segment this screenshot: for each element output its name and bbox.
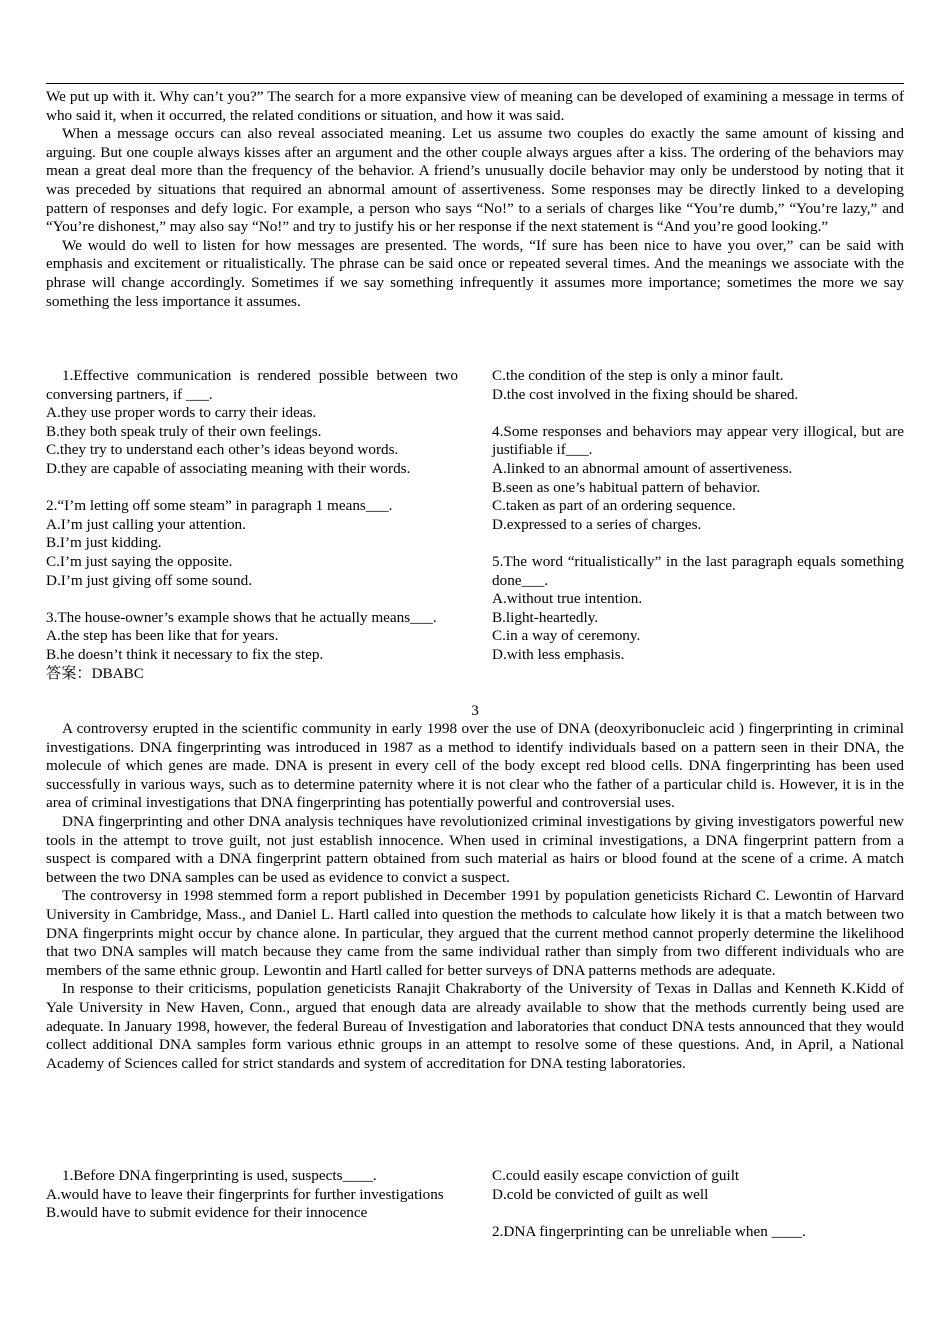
questions-left-column xyxy=(46,367,458,683)
option: C.could easily escape conviction of guilt xyxy=(492,1167,740,1184)
questions-right-column xyxy=(492,367,904,665)
option: A.I’m just calling your attention. xyxy=(46,515,246,533)
question-stem: 2.“I’m letting off some steam” in paragraph 1 means___. xyxy=(46,497,393,515)
answer-key: 答案：DBABC xyxy=(46,664,144,682)
option: A.would have to leave their fingerprints for further investigations xyxy=(46,1185,444,1203)
question-stem: 1.Effective communication is rendered possible between two conversing partners, if ___. xyxy=(46,367,458,403)
dna-questions-left-column xyxy=(46,1167,458,1223)
option: D.cold be convicted of guilt as well xyxy=(492,1185,709,1203)
option: D.the cost involved in the fixing should be shared. xyxy=(492,385,799,403)
option: A.linked to an abnormal amount of assertiveness. xyxy=(492,459,793,477)
option: B.he doesn’t think it necessary to fix the step. xyxy=(46,645,324,663)
option: B.they both speak truly of their own feelings. xyxy=(46,422,322,440)
option: C.in a way of ceremony. xyxy=(492,627,641,645)
option: C.they try to understand each other’s ideas beyond words. xyxy=(46,441,399,459)
option: D.they are capable of associating meaning with their words. xyxy=(46,459,411,477)
passage-communication xyxy=(46,88,904,311)
paragraph: We would do well to listen for how messages are presented. The words, “If sure has been nice to have you over,” can be said with emphasis and excitement or ritualistically. The phrase can be said once or repeated several times. And the meanings we associate with the phrase will change accordingly. Sometimes if we say something infrequently it assumes more importance; sometimes the more we say something the less importance it assumes. xyxy=(46,236,904,310)
option: A.the step has been like that for years. xyxy=(46,627,279,645)
option: B.would have to submit evidence for their innocence xyxy=(46,1204,368,1222)
header-rule xyxy=(46,83,904,84)
dna-questions-right-column xyxy=(492,1167,904,1241)
question-stem: 3.The house-owner’s example shows that he actually means___. xyxy=(46,608,437,626)
paragraph: When a message occurs can also reveal associated meaning. Let us assume two couples do exactly the same amount of kissing and arguing. But one couple always kisses after an argument and the other couple always argues after a kiss. The ordering of the behaviors may mean a great deal more than the frequency of the behavior. A friend’s unusually docile behavior may only be understood by noting that it was preceded by situations that required an abnormal amount of assertiveness. Some responses may be directly linked to a developing pattern of responses and defy logic. For example, a person who says “No!” to a serials of charges like “You’re dumb,” “You’re lazy,” and “You’re dishonest,” may also say “No!” and try to justify his or her response if the next statement is “And you’re good looking.” xyxy=(46,125,904,236)
question-stem: 5.The word “ritualistically” in the last paragraph equals something done___. xyxy=(492,552,904,589)
option: D.expressed to a series of charges. xyxy=(492,515,702,533)
question-stem: 4.Some responses and behaviors may appear very illogical, but are justifiable if___. xyxy=(492,422,904,459)
option: B.I’m just kidding. xyxy=(46,534,162,552)
paragraph: The controversy in 1998 stemmed form a report published in December 1991 by population geneticists Richard C. Lewontin of Harvard University in Cambridge, Mass., and Daniel L. Hartl called into question the methods to calculate how likely it is that a match between two DNA fingerprints might occur by chance alone. In particular, they argued that the current method cannot properly determine the likelihood that two DNA samples will match because they came from the same individual rather than simply from two different individuals who are members of the same ethnic group. Lewontin and Hartl called for better surveys of DNA patterns methods are adequate. xyxy=(46,887,904,979)
section-number: 3 xyxy=(471,702,479,719)
paragraph: A controversy erupted in the scientific community in early 1998 over the use of DNA (deoxyribonucleic acid ) fingerprinting in criminal investigations. DNA fingerprinting was introduced in 1987 as a method to identify individuals based on a pattern seen in their DNA, the molecule of which genes are made. DNA is present in every cell of the body except red blood cells. DNA fingerprinting has been used successfully in various ways, such as to determine paternity where it is not clear who the father of a particular child is. However, it is in the area of criminal investigations that DNA fingerprinting has potentially powerful and controversial uses. xyxy=(46,720,904,812)
option: A.they use proper words to carry their ideas. xyxy=(46,404,317,422)
option: D.with less emphasis. xyxy=(492,645,625,663)
paragraph: In response to their criticisms, population geneticists Ranajit Chakraborty of the University of Texas in Dallas and Kenneth K.Kidd of Yale University in New Haven, Conn., argued that enough data are already available to show that the methods currently being used are adequate. In January 1998, however, the federal Bureau of Investigation and laboratories that conduct DNA tests announced that they would collect additional DNA samples form various ethnic groups in an attempt to resolve some of these questions. And, in April, a National Academy of Sciences called for strict standards and system of accreditation for DNA testing laboratories. xyxy=(46,980,904,1072)
option: C.taken as part of an ordering sequence. xyxy=(492,497,736,515)
option: C.I’m just saying the opposite. xyxy=(46,552,233,570)
paragraph: We put up with it. Why can’t you?” The search for a more expansive view of meaning can be developed of examining a message in terms of who said it, when it occurred, the related conditions or situation, and how it was said. xyxy=(46,88,904,124)
question-stem: 1.Before DNA fingerprinting is used, suspects____. xyxy=(62,1167,377,1184)
question-stem: 2.DNA fingerprinting can be unreliable when ____. xyxy=(492,1222,806,1240)
option: B.light-heartedly. xyxy=(492,608,599,626)
option: B.seen as one’s habitual pattern of behavior. xyxy=(492,478,761,496)
option: A.without true intention. xyxy=(492,590,643,608)
option: D.I’m just giving off some sound. xyxy=(46,571,253,589)
passage-dna xyxy=(46,720,904,1073)
option: C.the condition of the step is only a minor fault. xyxy=(492,367,784,384)
paragraph: DNA fingerprinting and other DNA analysis techniques have revolutionized criminal investigations by giving investigators powerful new tools in the attempt to trove guilt, not just establish innocence. When used in criminal investigations, a DNA fingerprint pattern from a suspect is compared with a DNA fingerprint pattern obtained from such material as hairs or blood found at the scene of a crime. A match between the two DNA samples can be used as evidence to convict a suspect. xyxy=(46,812,904,886)
